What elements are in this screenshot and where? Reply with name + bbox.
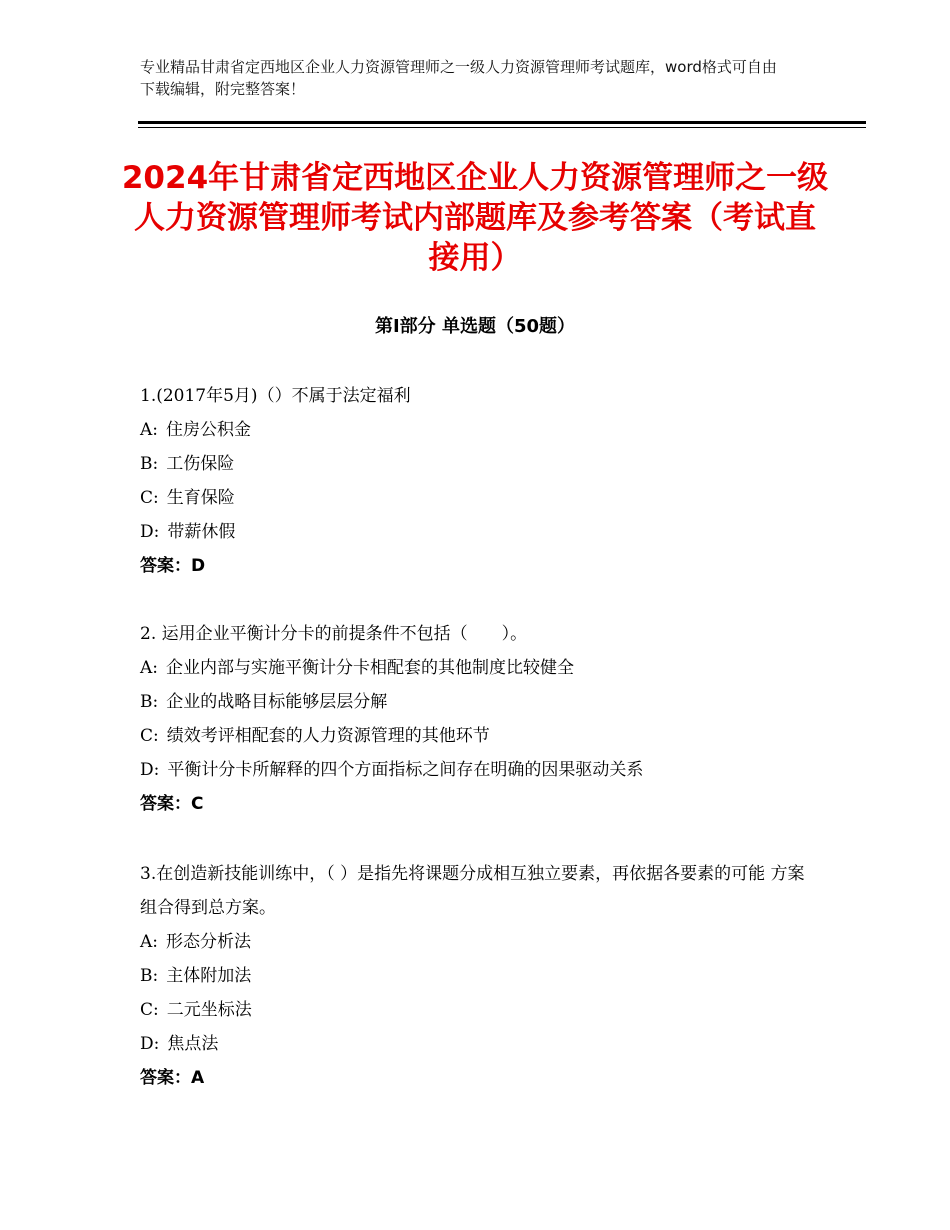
section-heading: 第Ⅰ部分 单选题（50题） xyxy=(374,316,575,337)
option-letter: B: xyxy=(140,454,159,474)
option-letter: D: xyxy=(140,522,160,542)
header-note: 专业精品甘肃省定西地区企业人力资源管理师之一级人力资源管理师考试题库，word格式可自由下载编辑，附完整答案！ xyxy=(140,58,777,98)
option-d xyxy=(140,1027,820,1061)
option-b xyxy=(140,959,820,993)
option-text: 带薪休假 xyxy=(167,522,236,542)
document-title: 2024年甘肃省定西地区企业人力资源管理师之一级人力资源管理师考试内部题库及参考答案（考试直接用） xyxy=(121,160,829,276)
option-letter: D: xyxy=(140,1034,160,1054)
question-stem: 3.在创造新技能训练中，（ ）是指先将课题分成相互独立要素，再依据各要素的可能 方案组合得到总方案。 xyxy=(140,864,805,918)
option-c xyxy=(140,481,820,515)
option-a xyxy=(140,651,820,685)
option-letter: A: xyxy=(140,932,159,952)
option-b xyxy=(140,685,820,719)
option-letter: C: xyxy=(140,726,159,746)
option-b xyxy=(140,447,820,481)
option-d xyxy=(140,753,820,787)
option-text: 绩效考评相配套的人力资源管理的其他环节 xyxy=(166,726,490,746)
header-divider-thin xyxy=(138,127,866,128)
option-c xyxy=(140,993,820,1027)
option-text: 企业的战略目标能够层层分解 xyxy=(166,692,388,712)
option-letter: D: xyxy=(140,760,160,780)
option-a xyxy=(140,925,820,959)
answer-label: 答案：C xyxy=(140,794,204,814)
option-c xyxy=(140,719,820,753)
option-text: 生育保险 xyxy=(166,488,235,508)
option-text: 焦点法 xyxy=(167,1034,219,1054)
option-a xyxy=(140,413,820,447)
option-d xyxy=(140,515,820,549)
option-text: 住房公积金 xyxy=(166,420,252,440)
option-text: 主体附加法 xyxy=(166,966,252,986)
answer-label: 答案：A xyxy=(140,1068,205,1088)
question-1 xyxy=(140,379,820,583)
option-letter: C: xyxy=(140,1000,159,1020)
header-divider-thick xyxy=(138,121,866,124)
option-text: 工伤保险 xyxy=(166,454,235,474)
answer-label: 答案：D xyxy=(140,556,206,576)
question-stem: 2. 运用企业平衡计分卡的前提条件不包括（ ）。 xyxy=(140,624,528,644)
question-2 xyxy=(140,617,820,821)
question-stem: 1.(2017年5月)（）不属于法定福利 xyxy=(140,386,411,406)
option-text: 企业内部与实施平衡计分卡相配套的其他制度比较健全 xyxy=(166,658,575,678)
option-text: 二元坐标法 xyxy=(166,1000,252,1020)
option-letter: A: xyxy=(140,420,159,440)
option-letter: B: xyxy=(140,966,159,986)
option-text: 形态分析法 xyxy=(166,932,252,952)
option-letter: B: xyxy=(140,692,159,712)
question-3 xyxy=(140,857,820,1095)
option-text: 平衡计分卡所解释的四个方面指标之间存在明确的因果驱动关系 xyxy=(167,760,644,780)
option-letter: C: xyxy=(140,488,159,508)
option-letter: A: xyxy=(140,658,159,678)
